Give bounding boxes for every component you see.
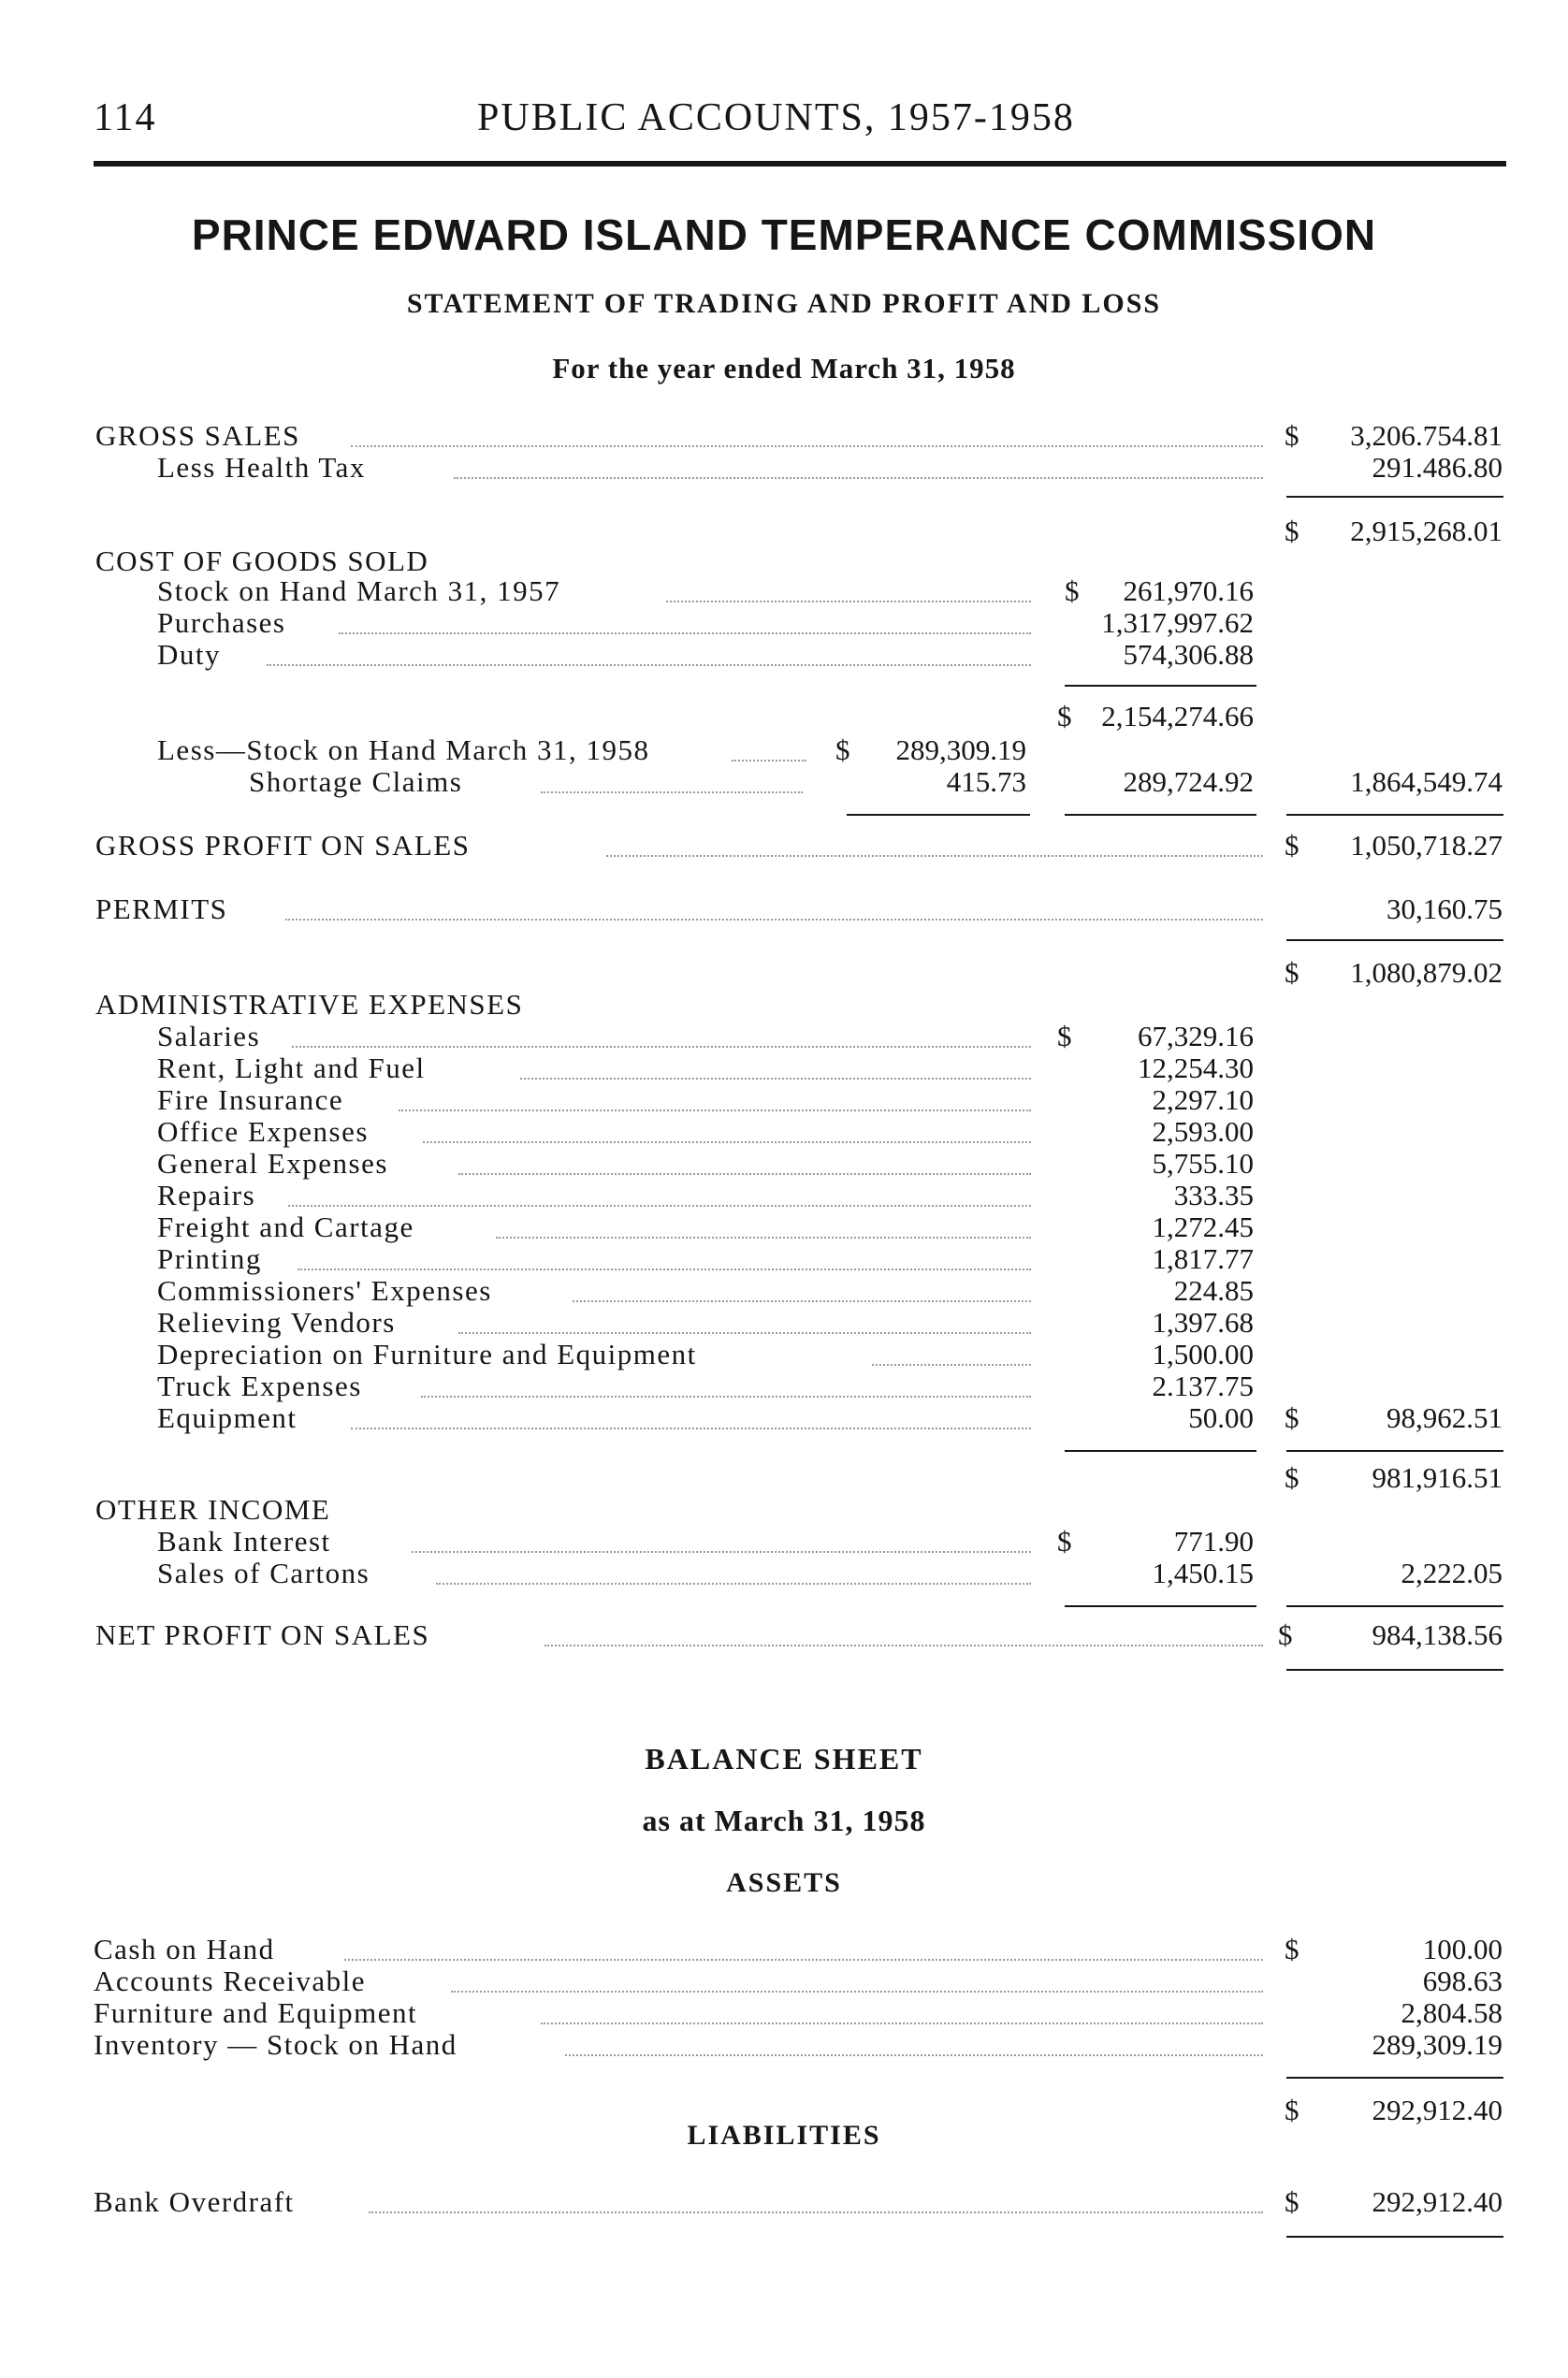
admin-item-label: Commissioners' Expenses: [157, 1274, 492, 1307]
leader-dots: [565, 2054, 1263, 2056]
admin-item-amount: 333.35: [1173, 1179, 1254, 1211]
asset-amount: 698.63: [1422, 1965, 1503, 1997]
gross-sales-label: GROSS SALES: [95, 419, 300, 452]
assets-heading: ASSETS: [726, 1867, 842, 1898]
shortage-net-amount: 289,724.92: [1123, 765, 1254, 798]
admin-item-amount: 50.00: [1188, 1401, 1254, 1434]
dollar-sign: $: [1057, 1525, 1072, 1558]
liability-row: [0, 2183, 1568, 2221]
dollar-sign: $: [1285, 829, 1299, 862]
admin-item-label: Truck Expenses: [157, 1370, 362, 1402]
admin-item-amount: 67,329.16: [1138, 1020, 1254, 1052]
total-rule: [1286, 1669, 1503, 1671]
gross-sales-amount: 3,206.754.81: [1350, 419, 1503, 452]
balance-sheet-date: as at March 31, 1958: [642, 1804, 926, 1837]
leader-dots: [451, 1991, 1263, 1993]
leader-dots: [292, 1046, 1031, 1048]
other-income-label: Bank Interest: [157, 1525, 331, 1558]
admin-item-amount: 224.85: [1173, 1274, 1254, 1307]
admin-item-amount: 1,817.77: [1152, 1242, 1254, 1275]
asset-label: Furniture and Equipment: [94, 1996, 418, 2029]
cogs-heading: COST OF GOODS SOLD: [95, 544, 429, 577]
admin-row: [0, 1399, 1568, 1437]
health-tax-amount: 291.486.80: [1372, 451, 1503, 484]
document-title: PRINCE EDWARD ISLAND TEMPERANCE COMMISSION: [191, 210, 1377, 259]
dollar-sign: $: [1065, 574, 1080, 607]
total-rule: [1065, 1605, 1256, 1607]
leader-dots: [351, 445, 1263, 447]
leader-dots: [544, 1645, 1263, 1646]
leader-dots: [298, 1269, 1031, 1270]
gross-profit-amount: 1,050,718.27: [1350, 829, 1503, 862]
other-income-heading: OTHER INCOME: [95, 1493, 331, 1526]
subtotal-after-admin: 981,916.51: [1372, 1461, 1503, 1494]
leader-dots: [267, 664, 1031, 666]
other-income-label: Sales of Cartons: [157, 1557, 370, 1589]
dollar-sign: $: [1285, 1401, 1299, 1434]
cost-of-goods-total: 1,864,549.74: [1350, 765, 1503, 798]
admin-item-amount: 12,254.30: [1138, 1051, 1254, 1084]
total-rule: [1286, 2077, 1503, 2079]
admin-item-amount: 2.137.75: [1152, 1370, 1254, 1402]
admin-total: 98,962.51: [1387, 1401, 1503, 1434]
cogs-item-label: Purchases: [157, 606, 286, 639]
health-tax-row: [0, 449, 1568, 486]
asset-label: Cash on Hand: [94, 1933, 275, 1965]
shortage-claims-label: Shortage Claims: [249, 765, 463, 798]
total-rule: [1065, 814, 1256, 816]
admin-item-amount: 1,397.68: [1152, 1306, 1254, 1339]
other-income-amount: 1,450.15: [1152, 1557, 1254, 1589]
leader-dots: [412, 1551, 1031, 1553]
dollar-sign: $: [1285, 515, 1299, 547]
liabilities-heading: LIABILITIES: [687, 2120, 881, 2151]
admin-item-amount: 2,297.10: [1152, 1083, 1254, 1116]
cogs-item-amount: 1,317,997.62: [1101, 606, 1254, 639]
dollar-sign: $: [1285, 1461, 1299, 1494]
dollar-sign: $: [1057, 1020, 1072, 1052]
admin-item-label: Relieving Vendors: [157, 1306, 396, 1339]
admin-heading: ADMINISTRATIVE EXPENSES: [95, 988, 524, 1021]
total-rule: [1286, 939, 1503, 941]
shortage-claims-row: [0, 763, 1568, 801]
total-rule: [1065, 1450, 1256, 1452]
asset-amount: 100.00: [1422, 1933, 1503, 1965]
admin-item-label: Fire Insurance: [157, 1083, 344, 1116]
leader-dots: [436, 1583, 1031, 1585]
health-tax-label: Less Health Tax: [157, 451, 366, 484]
cogs-subtotal: 2,154,274.66: [1101, 700, 1254, 732]
leader-dots: [369, 2211, 1263, 2213]
leader-dots: [520, 1078, 1031, 1080]
liability-amount: 292,912.40: [1372, 2185, 1503, 2218]
asset-label: Inventory — Stock on Hand: [94, 2028, 457, 2061]
asset-row: [0, 2026, 1568, 2064]
leader-dots: [344, 1959, 1263, 1961]
statement-period: For the year ended March 31, 1958: [552, 352, 1016, 384]
leader-dots: [454, 477, 1263, 479]
leader-dots: [458, 1332, 1031, 1334]
permits-row: [0, 891, 1568, 928]
dollar-sign: $: [835, 733, 850, 766]
leader-dots: [288, 1205, 1031, 1207]
leader-dots: [872, 1364, 1031, 1366]
asset-amount: 2,804.58: [1401, 1996, 1503, 2029]
header-rule: [94, 161, 1506, 167]
leader-dots: [339, 632, 1031, 634]
assets-total: 292,912.40: [1372, 2094, 1503, 2126]
dollar-sign: $: [1285, 2185, 1299, 2218]
cogs-item-label: Duty: [157, 638, 221, 671]
subtotal-after-permits: 1,080,879.02: [1350, 956, 1503, 989]
cogs-item-label: Stock on Hand March 31, 1957: [157, 574, 561, 607]
total-rule: [1286, 2236, 1503, 2238]
admin-item-amount: 1,272.45: [1152, 1211, 1254, 1243]
permits-label: PERMITS: [95, 892, 228, 925]
permits-amount: 30,160.75: [1387, 892, 1503, 925]
admin-item-label: General Expenses: [157, 1147, 388, 1180]
balance-sheet-heading: BALANCE SHEET: [645, 1742, 923, 1776]
other-income-amount: 771.90: [1173, 1525, 1254, 1558]
net-profit-amount: 984,138.56: [1372, 1618, 1503, 1651]
total-rule: [1286, 1605, 1503, 1607]
other-income-row: [0, 1555, 1568, 1592]
leader-dots: [423, 1141, 1031, 1143]
admin-item-label: Rent, Light and Fuel: [157, 1051, 426, 1084]
admin-item-label: Equipment: [157, 1401, 298, 1434]
leader-dots: [399, 1109, 1031, 1111]
leader-dots: [573, 1300, 1031, 1302]
net-profit-row: [0, 1617, 1568, 1654]
dollar-sign: $: [1285, 2094, 1299, 2126]
less-stock-label: Less—Stock on Hand March 31, 1958: [157, 733, 650, 766]
dollar-sign: $: [1285, 1933, 1299, 1965]
asset-amount: 289,309.19: [1372, 2028, 1503, 2061]
other-income-total: 2,222.05: [1401, 1557, 1503, 1589]
leader-dots: [421, 1396, 1031, 1398]
shortage-claims-amount: 415.73: [946, 765, 1026, 798]
cogs-subtotal-row: [0, 698, 1568, 735]
gross-profit-row: [0, 827, 1568, 864]
leader-dots: [732, 760, 806, 761]
dollar-sign: $: [1278, 1618, 1293, 1651]
cogs-item-amount: 261,970.16: [1123, 574, 1254, 607]
leader-dots: [458, 1173, 1031, 1175]
page-number: 114: [94, 96, 157, 139]
admin-item-label: Freight and Cartage: [157, 1211, 414, 1243]
cogs-item-amount: 574,306.88: [1123, 638, 1254, 671]
dollar-sign: $: [1057, 700, 1072, 732]
liability-label: Bank Overdraft: [94, 2185, 295, 2218]
running-title: PUBLIC ACCOUNTS, 1957-1958: [477, 96, 1075, 139]
gross-profit-label: GROSS PROFIT ON SALES: [95, 829, 471, 862]
leader-dots: [351, 1428, 1031, 1429]
cogs-row: [0, 636, 1568, 674]
admin-item-amount: 2,593.00: [1152, 1115, 1254, 1148]
net-sales-total: 2,915,268.01: [1350, 515, 1503, 547]
total-rule: [1286, 1450, 1503, 1452]
admin-item-label: Office Expenses: [157, 1115, 369, 1148]
leader-dots: [606, 855, 1263, 857]
total-rule: [1286, 814, 1503, 816]
admin-item-label: Depreciation on Furniture and Equipment: [157, 1338, 697, 1370]
admin-item-label: Salaries: [157, 1020, 261, 1052]
dollar-sign: $: [1285, 956, 1299, 989]
leader-dots: [496, 1237, 1031, 1239]
less-stock-amount: 289,309.19: [895, 733, 1026, 766]
leader-dots: [666, 601, 1031, 602]
dollar-sign: $: [1285, 419, 1299, 452]
statement-heading: STATEMENT OF TRADING AND PROFIT AND LOSS: [406, 288, 1162, 319]
asset-label: Accounts Receivable: [94, 1965, 367, 1997]
admin-item-amount: 1,500.00: [1152, 1338, 1254, 1370]
total-rule: [847, 814, 1030, 816]
net-profit-label: NET PROFIT ON SALES: [95, 1618, 430, 1651]
admin-item-label: Printing: [157, 1242, 262, 1275]
leader-dots: [285, 919, 1263, 921]
subtotal-rule: [1065, 685, 1256, 687]
admin-item-label: Repairs: [157, 1179, 256, 1211]
admin-item-amount: 5,755.10: [1152, 1147, 1254, 1180]
total-rule: [1286, 496, 1503, 498]
leader-dots: [541, 791, 803, 793]
leader-dots: [541, 2023, 1263, 2024]
